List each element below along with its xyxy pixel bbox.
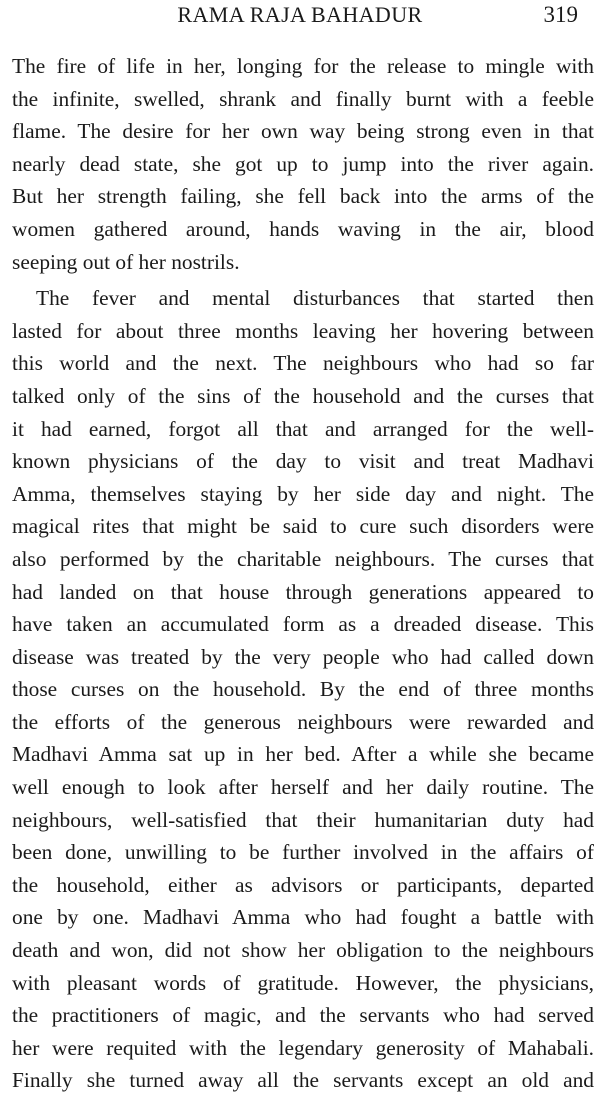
text-line: those curses on the household. By the end of three months <box>12 677 594 702</box>
text-line: her were requited with the legendary generosity of Mahabali. <box>12 1035 594 1060</box>
text-line: Finally she turned away all the servants except an old and <box>12 1068 594 1093</box>
text-line: death and won, did not show her obligation to the neighbours <box>12 938 594 963</box>
text-line: Madhavi Amma sat up in her bed. After a while she became <box>12 742 594 767</box>
text-line: neighbours, well-satisfied that their humanitarian duty had <box>12 807 594 832</box>
text-line: the infinite, swelled, shrank and finally burnt with a feeble <box>12 86 594 111</box>
text-line: The fire of life in her, longing for the release to mingle with <box>12 54 594 78</box>
text-line: The fever and mental disturbances that started then <box>36 286 594 311</box>
running-header <box>12 2 588 34</box>
text-line: the practitioners of magic, and the servants who had served <box>12 1003 594 1028</box>
text-line: flame. The desire for her own way being strong even in that <box>12 119 594 144</box>
text-line: the household, either as advisors or participants, departed <box>12 872 594 897</box>
running-title: RAMA RAJA BAHADUR <box>177 2 423 27</box>
text-line: been done, unwilling to be further involved in the affairs of <box>12 840 594 865</box>
text-line: have taken an accumulated form as a dreaded disease. This <box>12 612 594 637</box>
text-line: seeping out of her nostrils. <box>12 249 240 274</box>
text-line: the efforts of the generous neighbours were rewarded and <box>12 709 594 734</box>
text-line: with pleasant words of gratitude. However, the physicians, <box>12 970 594 995</box>
text-line: also performed by the charitable neighbours. The curses that <box>12 546 594 571</box>
text-line: talked only of the sins of the household and the curses that <box>12 383 594 408</box>
text-line: had landed on that house through generations appeared to <box>12 579 594 604</box>
text-line: lasted for about three months leaving her hovering between <box>12 318 594 343</box>
text-line: Amma, themselves staying by her side day and night. The <box>12 481 594 506</box>
text-line: But her strength failing, she fell back into the arms of the <box>12 184 594 209</box>
paragraph-1 <box>12 50 594 278</box>
text-line: it had earned, forgot all that and arranged for the well- <box>12 416 594 441</box>
text-line: magical rites that might be said to cure such disorders were <box>12 514 594 539</box>
text-line: disease was treated by the very people who had called down <box>12 644 594 669</box>
page-number: 319 <box>543 2 578 27</box>
text-line: one by one. Madhavi Amma who had fought a battle with <box>12 905 594 930</box>
text-line: known physicians of the day to visit and treat Madhavi <box>12 449 594 474</box>
paragraph-2 <box>12 282 594 1097</box>
body-text <box>12 50 594 1097</box>
text-line: nearly dead state, she got up to jump into the river again. <box>12 151 594 176</box>
text-line: this world and the next. The neighbours who had so far <box>12 351 594 376</box>
text-line: well enough to look after herself and her daily routine. The <box>12 775 594 800</box>
text-line: women gathered around, hands waving in the air, blood <box>12 216 594 241</box>
